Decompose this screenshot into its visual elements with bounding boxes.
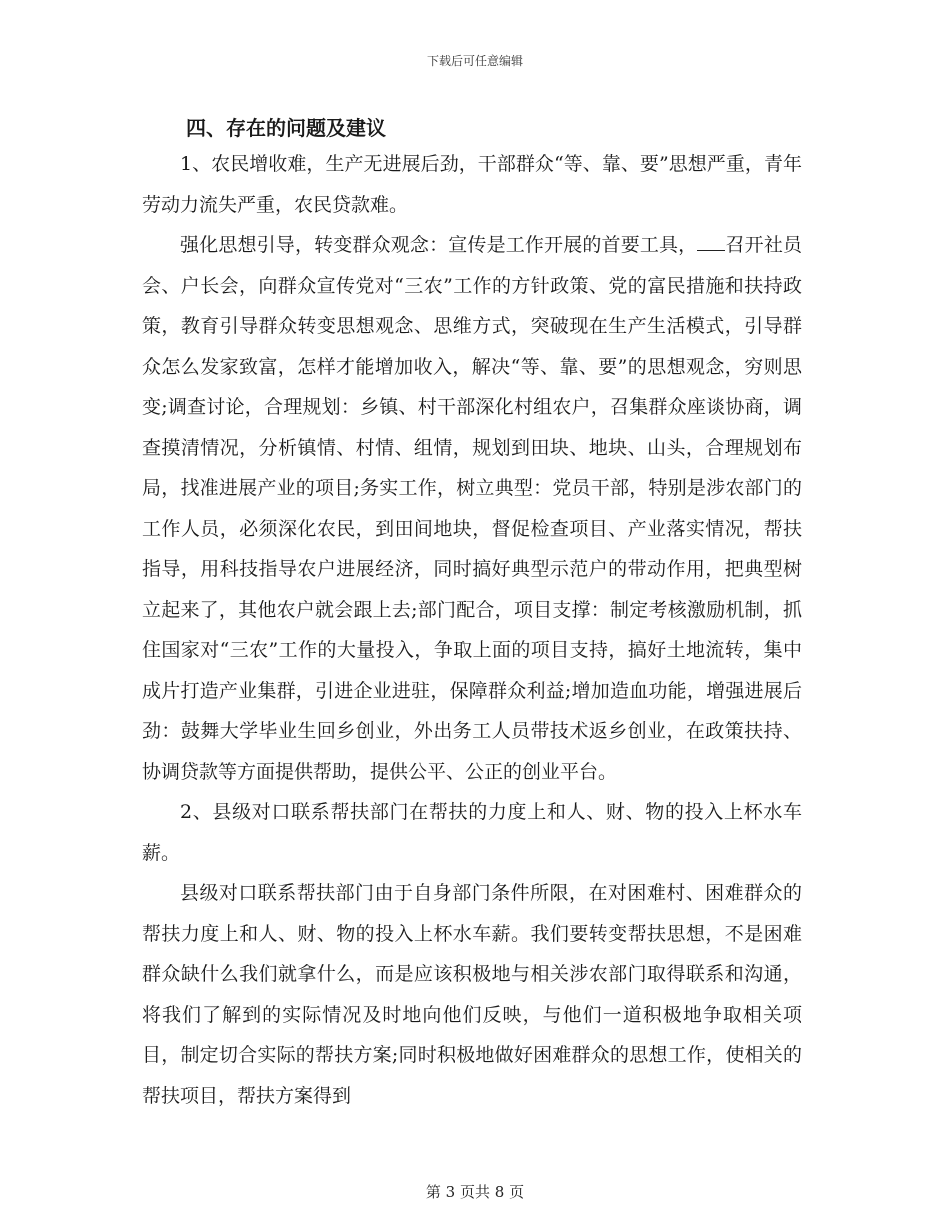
fill-in-blank xyxy=(697,230,725,251)
section-heading: 四、存在的问题及建议 xyxy=(186,116,386,140)
page-number: 第 3 页共 8 页 xyxy=(425,1183,525,1201)
paragraph-problem-2: 2、县级对口联系帮扶部门在帮扶的力度上和人、财、物的投入上杯水车薪。 xyxy=(142,801,802,864)
paragraph-problem-1: 1、农民增收难，生产无进展后劲，干部群众“等、靠、要”思想严重，青年劳动力流失严重，农民贷款难。 xyxy=(142,153,802,216)
paragraph-suggestion-1-rest: 召开社员会、户长会，向群众宣传党对“三农”工作的方针政策、党的富民措施和扶持政策，教育引导群众转变思想观念、思维方式，突破现在生产生活模式，引导群众怎么发家致富，怎样才能增加收入，解决“等、靠、要”的思想观念，穷则思变;调查讨论，合理规划：乡镇、村干部深化村组农户，召集群众座谈协商，调查摸清情况，分析镇情、村情、组情，规划到田块、地块、山头，合理规划布局，找准进展产业的项目;务实工作，树立典型：党员干部，特别是涉农部门的工作人员，必须深化农民，到田间地块，督促检查项目、产业落实情况，帮扶指导，用科技指导农户进展经济，同时搞好典型示范户的带动作用，把典型树立起来了，其他农户就会跟上去;部门配合，项目支撑：制定考核激励机制，抓住国家对“三农”工作的大量投入，争取上面的项目支持，搞好土地流转，集中成片打造产业集群，引进企业进驻，保障群众利益;增加造血功能，增强进展后劲：鼓舞大学毕业生回乡创业，外出务工人员带技术返乡创业，在政策扶持、协调贷款等方面提供帮助，提供公平、公正的创业平台。 xyxy=(142,234,802,783)
paragraph-suggestion-1 xyxy=(142,225,802,792)
document-body xyxy=(142,112,802,1116)
paragraph-suggestion-1-start: 强化思想引导，转变群众观念：宣传是工作开展的首要工具， xyxy=(180,234,698,256)
page-header: 下载后可任意编辑 xyxy=(426,54,523,68)
paragraph-suggestion-2: 县级对口联系帮扶部门由于自身部门条件所限，在对困难村、困难群众的帮扶力度上和人、财、物的投入上杯水车薪。我们要转变帮扶思想，不是困难群众缺什么我们就拿什么，而是应该积极地与相关涉农部门取得联系和沟通，将我们了解到的实际情况及时地向他们反映，与他们一道积极地争取相关项目，制定切合实际的帮扶方案;同时积极地做好困难群众的思想工作，使相关的帮扶项目，帮扶方案得到 xyxy=(142,882,802,1107)
